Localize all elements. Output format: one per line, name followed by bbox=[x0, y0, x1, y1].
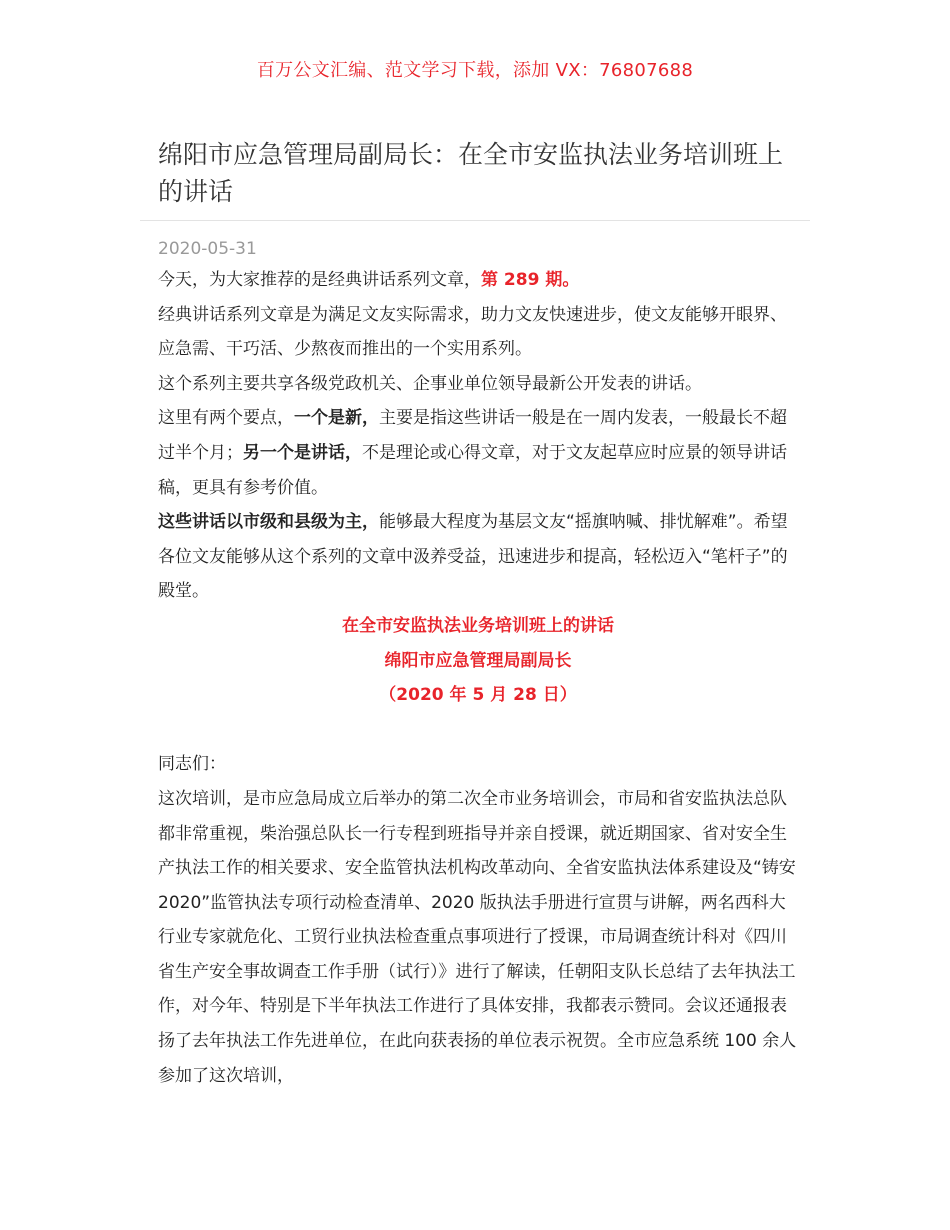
speech-date: （2020 年 5 月 28 日） bbox=[379, 685, 577, 706]
intro-text: 不是理论或心得文章，对于文友起草应时应景的领导讲话稿，更具有参考价值。 bbox=[158, 442, 787, 498]
article-body bbox=[158, 263, 798, 1093]
title-divider bbox=[140, 220, 810, 221]
intro-paragraph-2: 经典讲话系列文章是为满足文友实际需求，助力文友快速进步，使文友能够开眼界、应急需、干巧活、少熬夜而推出的一个实用系列。 bbox=[158, 304, 787, 360]
intro-paragraph-5 bbox=[158, 505, 798, 609]
spacer bbox=[158, 713, 798, 748]
intro-paragraph-4 bbox=[158, 401, 798, 505]
issue-number: 第 289 期。 bbox=[481, 270, 580, 290]
intro-text: 今天，为大家推荐的是经典讲话系列文章， bbox=[158, 270, 481, 290]
article-title: 绵阳市应急管理局副局长：在全市安监执法业务培训班上的讲话 bbox=[158, 140, 784, 206]
salutation: 同志们： bbox=[158, 754, 226, 775]
intro-text: 这里有两个要点， bbox=[158, 408, 294, 429]
body-paragraph-1: 这次培训，是市应急局成立后举办的第二次全市业务培训会，市局和省安监执法总队都非常重视，柴治强总队长一行专程到班指导并亲自授课，就近期国家、省对安全生产执法工作的相关要求、安全监管执法机构改革动向、全省安监执法体系建设及“铸安 2020”监管执法专项行动检查清单、2020 版执法手册进行宣贯与讲解，两名西科大行业专家就危化、工贸行业执法检查重点事项进行了授课，市局调查统计科对《四川省生产安全事故调查工作手册（试行）》进行了解读，任朝阳支队长总结了去年执法工作，对今年、特别是下半年执法工作进行了具体安排，我都表示赞同。会议还通报表扬了去年执法工作先进单位，在此向获表扬的单位表示祝贺。全市应急系统 100 余人参加了这次培训， bbox=[158, 788, 797, 1086]
intro-text: 主要是指这些讲话一般是在一周内发表，一般最长不超过半个月； bbox=[158, 408, 787, 463]
intro-paragraph-1 bbox=[158, 263, 798, 298]
speech-title: 在全市安监执法业务培训班上的讲话 bbox=[342, 615, 614, 636]
intro-paragraph-3: 这个系列主要共享各级党政机关、企事业单位领导最新公开发表的讲话。 bbox=[158, 373, 702, 394]
intro-text: 能够最大程度为基层文友“摇旗呐喊、排忧解难” bbox=[379, 512, 737, 533]
speech-speaker: 绵阳市应急管理局副局长 bbox=[384, 650, 572, 671]
intro-text: 。希望各位文友能够从这个系列的文章中汲养受益，迅速进步和提高，轻松迈入“笔杆子”的殿堂。 bbox=[158, 512, 788, 602]
watermark-banner: 百万公文汇编、范文学习下载，添加 VX：76807688 bbox=[256, 60, 694, 81]
key-point-speech: 另一个是讲话， bbox=[243, 442, 362, 463]
publish-date: 2020-05-31 bbox=[158, 239, 257, 259]
key-point-new: 一个是新， bbox=[294, 408, 379, 429]
key-point-level: 这些讲话以市级和县级为主， bbox=[158, 512, 379, 533]
